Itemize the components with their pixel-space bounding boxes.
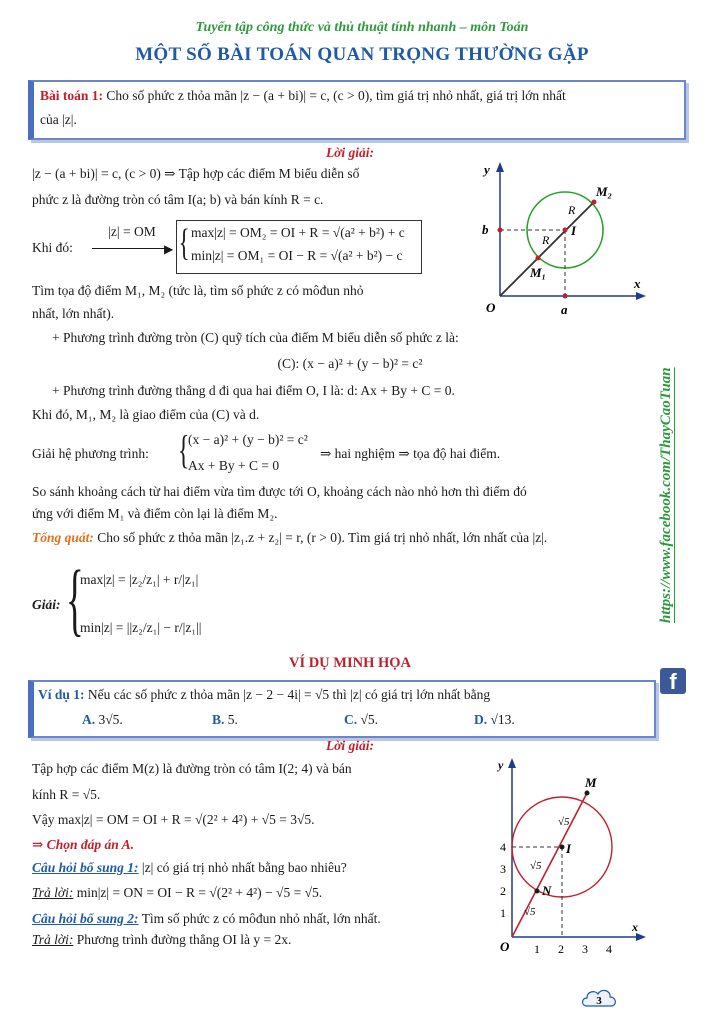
solution1-line2: phức z là đường tròn có tâm I(a; b) và bán kính R = c. [32,192,324,207]
solution2-heading: Lời giải: [325,738,375,753]
solution2-line2: kính R = √5. [32,787,101,802]
figure2-tick-y2: 2 [500,884,506,898]
figure2-label-sqrt5-low: √5 [524,906,536,918]
figure2-label-sqrt5-top: √5 [558,816,570,828]
q2-text: Tìm số phức z có môđun nhỏ nhất, lớn nhất. [141,911,381,926]
intersect-line: Khi đó, M₁, M₂ là giao điểm của (C) và d. [32,407,260,422]
option-c-value: √5. [360,712,379,727]
system-eq1: (x − a)² + (y − b)² = c² [188,432,308,447]
figure2-tick-y4: 4 [500,840,506,854]
option-b-letter: B. [212,712,225,727]
min-formula: min|z| = OM₁ = OI − R = √(a² + b²) − c [191,248,403,263]
q2-label: Câu hỏi bổ sung 2: [32,911,139,926]
a2-text: Phương trình đường thẳng OI là y = 2x. [76,932,292,947]
bullet1: + Phương trình đường tròn (C) quỹ tích của điểm M biểu diễn số phức z là: [52,330,459,345]
option-c[interactable] [344,712,378,728]
general-text: Cho số phức z thỏa mãn |z₁.z + z₂| = r, (r > 0). Tìm giá trị nhỏ nhất, lớn nhất của |z|. [97,530,548,545]
facebook-link[interactable]: https://www.facebook.com/ThayCaoTuan [658,367,674,623]
figure2-tick-x3: 3 [582,942,588,956]
figure2-circle-diagram [490,755,650,965]
a1-label: Trả lời: [32,885,74,900]
system-brace-icon: { [177,427,190,472]
a1-text: min|z| = ON = OI − R = √(2² + 4²) − √5 = √5. [76,885,323,900]
option-a-letter: A. [82,712,96,727]
figure1-y-arrow-icon [496,162,504,172]
option-a-value: 3√5. [98,712,123,727]
find-line1: Tìm tọa độ điểm M₁, M₂ (tức là, tìm số phức z có môđun nhỏ [32,283,364,298]
example1-question [38,687,490,703]
figure2-label-N: N [542,883,552,898]
q1-text: |z| có giá trị nhỏ nhất bằng bao nhiêu? [141,860,347,875]
examples-heading: VÍ DỤ MINH HỌA [288,655,412,671]
figure2-label-O: O [500,939,510,954]
brace-icon: { [178,222,190,264]
circle-equation: (C): (x − a)² + (y − b)² = c² [277,356,423,371]
figure1-point-a [563,294,568,299]
problem1-line2: của |z|. [40,112,77,127]
a2-label: Trả lời: [32,932,74,947]
example1-text: Nếu các số phức z thỏa mãn |z − 2 − 4i| = √5 thì |z| có giá trị lớn nhất bằng [87,687,491,702]
general-min: min|z| = ||z₂/z₁| − r/|z₁|| [80,620,202,635]
facebook-icon[interactable]: f [660,668,686,694]
figure1-label-R-low: R [542,233,550,247]
option-b[interactable] [212,712,238,728]
figure1-label-I: I [571,223,577,238]
figure1-line-OM2 [500,202,594,296]
figure1-point-M2 [592,200,597,205]
q2-line [32,911,381,927]
figure2-x-arrow-icon [636,933,646,941]
figure2-label-y: y [498,758,504,772]
figure2-tick-y1: 1 [500,906,506,920]
general-line [32,530,547,546]
figure2-label-I: I [566,841,572,856]
bullet2: + Phương trình đường thẳng d đi qua hai điểm O, I là: d: Ax + By + C = 0. [52,383,455,398]
q1-line [32,860,347,876]
solution2-line1: Tập hợp các điểm M(z) là đường tròn có tâm I(2; 4) và bán [32,761,352,776]
figure1-point-I [563,228,568,233]
figure2-tick-y3: 3 [500,862,506,876]
max-formula: max|z| = OM₂ = OI + R = √(a² + b²) + c [191,225,405,240]
implies-arrow-head: ▶ [164,242,174,256]
problem1-line1 [40,88,566,104]
page-title: MỘT SỐ BÀI TOÁN QUAN TRỌNG THƯỜNG GẶP [135,44,589,65]
example1-label: Ví dụ 1: [38,687,85,702]
example1-box [28,680,656,738]
solution2-line3: Vậy max|z| = OM = OI + R = √(2² + 4²) + √5 = 3√5. [32,812,315,827]
figure1-label-M2: M₂ [596,184,613,199]
page-number-cloud [579,986,619,1012]
figure1-label-M1: M₁ [530,265,547,280]
solution1-line1: |z − (a + bi)| = c, (c > 0) ⇒ Tập hợp các điểm M biểu diễn số [32,166,360,181]
figure2-label-M: M [585,775,597,790]
figure2-point-I [560,845,565,850]
problem1-text: Cho số phức z thỏa mãn |z − (a + bi)| = c, (c > 0), tìm giá trị nhỏ nhất, giá trị lớn nhất [106,88,566,103]
problem1-box [28,80,686,140]
system-label: Giải hệ phương trình: [32,446,149,461]
option-d[interactable] [474,712,515,728]
system-result: ⇒ hai nghiệm ⇒ tọa độ hai điểm. [320,446,501,461]
a2-line [32,932,291,948]
figure1-label-b: b [482,222,489,237]
a1-line [32,885,322,901]
problem1-label: Bài toán 1: [40,88,104,103]
figure1-label-a: a [561,302,568,317]
page-number: 3 [596,995,602,1007]
figure1-point-b [498,228,503,233]
general-label: Tổng quát: [32,530,94,545]
figure2-point-N [535,889,540,894]
figure2-tick-x2: 2 [558,942,564,956]
option-b-value: 5. [227,712,238,727]
option-a[interactable] [82,712,123,728]
figure1-label-R-top: R [568,203,576,217]
q1-label: Câu hỏi bổ sung 1: [32,860,139,875]
compare-line1: So sánh khoảng cách từ hai điểm vừa tìm được tới O, khoảng cách nào nhỏ hơn thì điểm đó [32,484,527,499]
figure2-label-x: x [632,920,638,934]
figure2-point-M [585,791,590,796]
system-eq2: Ax + By + C = 0 [188,458,280,473]
answer-line: ⇒ Chọn đáp án A. [32,837,134,852]
solve-label: Giải: [32,597,61,612]
general-max: max|z| = |z₂/z₁| + r/|z₁| [80,572,199,587]
figure1-label-x: x [634,276,641,291]
figure1-point-M1 [536,256,541,261]
option-c-letter: C. [344,712,358,727]
implies-arrow-line [92,248,170,249]
figure1-label-O: O [486,300,496,315]
figure1-circle-diagram [470,160,650,320]
header-subtitle: Tuyển tập công thức và thủ thuật tính nhanh – môn Toán [195,20,529,35]
figure2-tick-x4: 4 [606,942,612,956]
find-line2: nhất, lớn nhất). [32,306,115,321]
figure1-label-y: y [484,162,490,177]
figure1-x-arrow-icon [636,292,646,300]
option-d-letter: D. [474,712,488,727]
figure2-tick-x1: 1 [534,942,540,956]
when-label: Khi đó: [32,240,73,255]
figure2-label-sqrt5-mid: √5 [530,860,542,872]
solution1-heading: Lời giải: [325,145,375,160]
compare-line2: ứng với điểm M₁ và điểm còn lại là điểm M₂. [32,506,278,521]
figure2-y-arrow-icon [508,758,516,768]
max-min-box [176,220,422,274]
arrow-label: |z| = OM [108,224,156,239]
general-brace-icon: { [66,553,84,644]
option-d-value: √13. [490,712,515,727]
